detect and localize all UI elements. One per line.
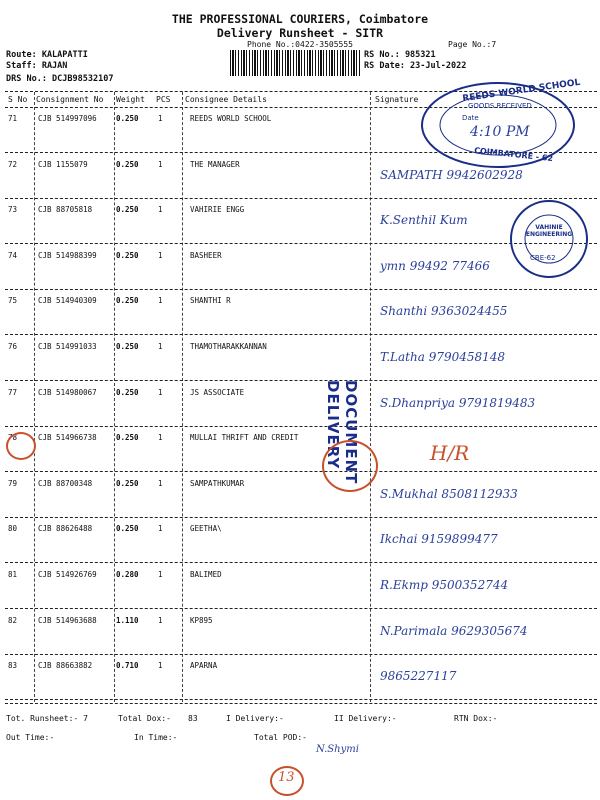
row-consignment: CJB 1155079 bbox=[38, 160, 88, 169]
column-divider bbox=[370, 92, 371, 702]
total-dox-value: 83 bbox=[188, 714, 198, 723]
row-pcs: 1 bbox=[158, 661, 163, 670]
engineering-stamp bbox=[508, 198, 590, 280]
row-consignee: JS ASSOCIATE bbox=[190, 388, 245, 397]
row-pcs: 1 bbox=[158, 205, 163, 214]
hr-circle-mark bbox=[322, 440, 378, 492]
phone-number: Phone No.:0422-3505555 bbox=[247, 40, 353, 49]
route-label: Route: KALAPATTI bbox=[6, 50, 88, 60]
row-sno: 75 bbox=[8, 296, 18, 305]
rs-number: RS No.: 985321 bbox=[364, 50, 436, 60]
document-delivery-stamp: DOCUMENT DELIVERY bbox=[324, 380, 360, 485]
circled-count-value: 13 bbox=[278, 770, 295, 785]
row-consignment: CJB 514966738 bbox=[38, 433, 97, 442]
company-title: THE PROFESSIONAL COURIERS, Coimbatore bbox=[171, 12, 429, 26]
row-consignment: CJB 514940309 bbox=[38, 296, 97, 305]
i-delivery-label: I Delivery:- bbox=[226, 714, 284, 723]
rtn-dox-label: RTN Dox:- bbox=[454, 714, 498, 723]
row-consignment: CJB 514988399 bbox=[38, 251, 97, 260]
row-weight: 0.250 bbox=[116, 479, 139, 488]
row-divider bbox=[5, 471, 597, 472]
row-consignment: CJB 514997096 bbox=[38, 114, 97, 123]
row-sno: 76 bbox=[8, 342, 18, 351]
row-consignee: REEDS WORLD SCHOOL bbox=[190, 114, 272, 123]
row-consignee: THE MANAGER bbox=[190, 160, 240, 169]
school-stamp-name: REEDS WORLD SCHOOL bbox=[461, 77, 581, 105]
drs-number: DRS No.: DCJB98532107 bbox=[6, 74, 114, 84]
row-pcs: 1 bbox=[158, 251, 163, 260]
row-weight: 0.250 bbox=[116, 160, 139, 169]
row-weight: 0.250 bbox=[116, 433, 139, 442]
row-sno: 79 bbox=[8, 479, 18, 488]
col-sno: S No bbox=[8, 95, 28, 104]
row-weight: 0.250 bbox=[116, 342, 139, 351]
row-pcs: 1 bbox=[158, 524, 163, 533]
row-consignee: SHANTHI R bbox=[190, 296, 231, 305]
row-consignment: CJB 514980067 bbox=[38, 388, 97, 397]
row-sno: 77 bbox=[8, 388, 18, 397]
row-consignee: SAMPATHKUMAR bbox=[190, 479, 245, 488]
table-bottom-rule bbox=[5, 703, 597, 704]
row-consignee: VAHIRIE ENGG bbox=[190, 205, 245, 214]
row-divider bbox=[5, 289, 597, 290]
row-signature: K.Senthil Kum bbox=[380, 213, 468, 227]
sheet-subtitle: Delivery Runsheet - SITR bbox=[216, 26, 384, 40]
row-signature: R.Ekmp 9500352744 bbox=[380, 578, 509, 592]
row-weight: 0.250 bbox=[116, 524, 139, 533]
col-weight: Weight bbox=[116, 95, 145, 104]
total-dox-label: Total Dox:- bbox=[118, 714, 171, 723]
row-divider bbox=[5, 654, 597, 655]
column-divider bbox=[114, 92, 115, 702]
row-pcs: 1 bbox=[158, 160, 163, 169]
row-consignee: BASHEER bbox=[190, 251, 222, 260]
row-consignee: MULLAI THRIFT AND CREDIT bbox=[190, 433, 299, 442]
row-sno: 71 bbox=[8, 114, 18, 123]
row-weight: 0.280 bbox=[116, 570, 139, 579]
row-signature: N.Parimala 9629305674 bbox=[380, 624, 528, 638]
row-signature: Shanthi 9363024455 bbox=[380, 304, 508, 318]
total-pod-label: Total POD:- bbox=[254, 733, 307, 742]
column-divider bbox=[34, 92, 35, 702]
tot-runsheet: Tot. Runsheet:- 7 bbox=[6, 714, 88, 723]
page-number: Page No.:7 bbox=[448, 40, 497, 49]
row-sno: 81 bbox=[8, 570, 18, 579]
row-pcs: 1 bbox=[158, 388, 163, 397]
school-stamp-received: GOODS RECEIVED bbox=[468, 102, 532, 110]
row-signature: 9865227117 bbox=[380, 669, 457, 683]
row-divider bbox=[5, 517, 597, 518]
row-pcs: 1 bbox=[158, 433, 163, 442]
school-stamp-date: Date bbox=[462, 114, 479, 122]
row-weight: 1.110 bbox=[116, 616, 139, 625]
row-signature: H/R bbox=[430, 441, 470, 465]
row-signature: ymn 99492 77466 bbox=[380, 259, 490, 273]
row-consignee: THAMOTHARAKKANNAN bbox=[190, 342, 267, 351]
row-weight: 0.250 bbox=[116, 388, 139, 397]
row-divider bbox=[5, 426, 597, 427]
engineering-stamp-code: CBE-62 bbox=[530, 254, 556, 262]
row-signature: SAMPATH 9942602928 bbox=[380, 168, 523, 182]
row-signature: S.Dhanpriya 9791819483 bbox=[380, 396, 536, 410]
row-consignee: KP895 bbox=[190, 616, 213, 625]
row-pcs: 1 bbox=[158, 342, 163, 351]
row-divider bbox=[5, 699, 597, 700]
row-consignee: APARNA bbox=[190, 661, 218, 670]
school-stamp-city: COIMBATORE - 62 bbox=[473, 145, 554, 164]
row-consignment: CJB 514963688 bbox=[38, 616, 97, 625]
row-divider bbox=[5, 608, 597, 609]
rs-date: RS Date: 23-Jul-2022 bbox=[364, 61, 467, 71]
row-consignment: CJB 88700348 bbox=[38, 479, 93, 488]
out-time-label: Out Time:- bbox=[6, 733, 55, 742]
in-time-label: In Time:- bbox=[134, 733, 178, 742]
row-signature: T.Latha 9790458148 bbox=[380, 350, 506, 364]
ii-delivery-label: II Delivery:- bbox=[334, 714, 397, 723]
row-pcs: 1 bbox=[158, 570, 163, 579]
col-pcs: PCS bbox=[156, 95, 171, 104]
row-consignment: CJB 88626488 bbox=[38, 524, 93, 533]
column-divider bbox=[182, 92, 183, 702]
row-signature: Ikchai 9159899477 bbox=[380, 532, 498, 546]
row-weight: 0.710 bbox=[116, 661, 139, 670]
row-pcs: 1 bbox=[158, 479, 163, 488]
row-consignee: GEETHA\ bbox=[190, 524, 222, 533]
engineering-stamp-name: VAHINIE ENGINEERING bbox=[525, 224, 573, 238]
row-weight: 0.250 bbox=[116, 296, 139, 305]
row-sno: 83 bbox=[8, 661, 18, 670]
row-divider bbox=[5, 334, 597, 335]
school-stamp-time: 4:10 PM bbox=[470, 124, 530, 140]
col-consignee: Consignee Details bbox=[185, 95, 267, 104]
row-weight: 0.250 bbox=[116, 251, 139, 260]
row-signature: S.Mukhal 8508112933 bbox=[380, 487, 518, 501]
row-consignment: CJB 88705818 bbox=[38, 205, 93, 214]
row-pcs: 1 bbox=[158, 114, 163, 123]
row-consignee: BALIMED bbox=[190, 570, 222, 579]
row-sno: 80 bbox=[8, 524, 18, 533]
col-signature: Signature bbox=[375, 95, 419, 104]
row-divider bbox=[5, 562, 597, 563]
row-consignment: CJB 514991033 bbox=[38, 342, 97, 351]
row-pcs: 1 bbox=[158, 296, 163, 305]
col-consignment: Consignment No bbox=[36, 95, 104, 104]
pod-signature: N.Shymi bbox=[316, 744, 359, 755]
row-divider bbox=[5, 380, 597, 381]
row-78-circle-mark bbox=[6, 432, 36, 460]
row-sno: 72 bbox=[8, 160, 18, 169]
barcode bbox=[230, 50, 360, 76]
row-sno: 74 bbox=[8, 251, 18, 260]
row-sno: 82 bbox=[8, 616, 18, 625]
row-sno: 73 bbox=[8, 205, 18, 214]
row-weight: 0.250 bbox=[116, 114, 139, 123]
row-weight: 0.250 bbox=[116, 205, 139, 214]
row-sno: 78 bbox=[8, 433, 18, 442]
row-pcs: 1 bbox=[158, 616, 163, 625]
staff-label: Staff: RAJAN bbox=[6, 61, 68, 71]
row-consignment: CJB 514926769 bbox=[38, 570, 97, 579]
row-consignment: CJB 88663882 bbox=[38, 661, 93, 670]
